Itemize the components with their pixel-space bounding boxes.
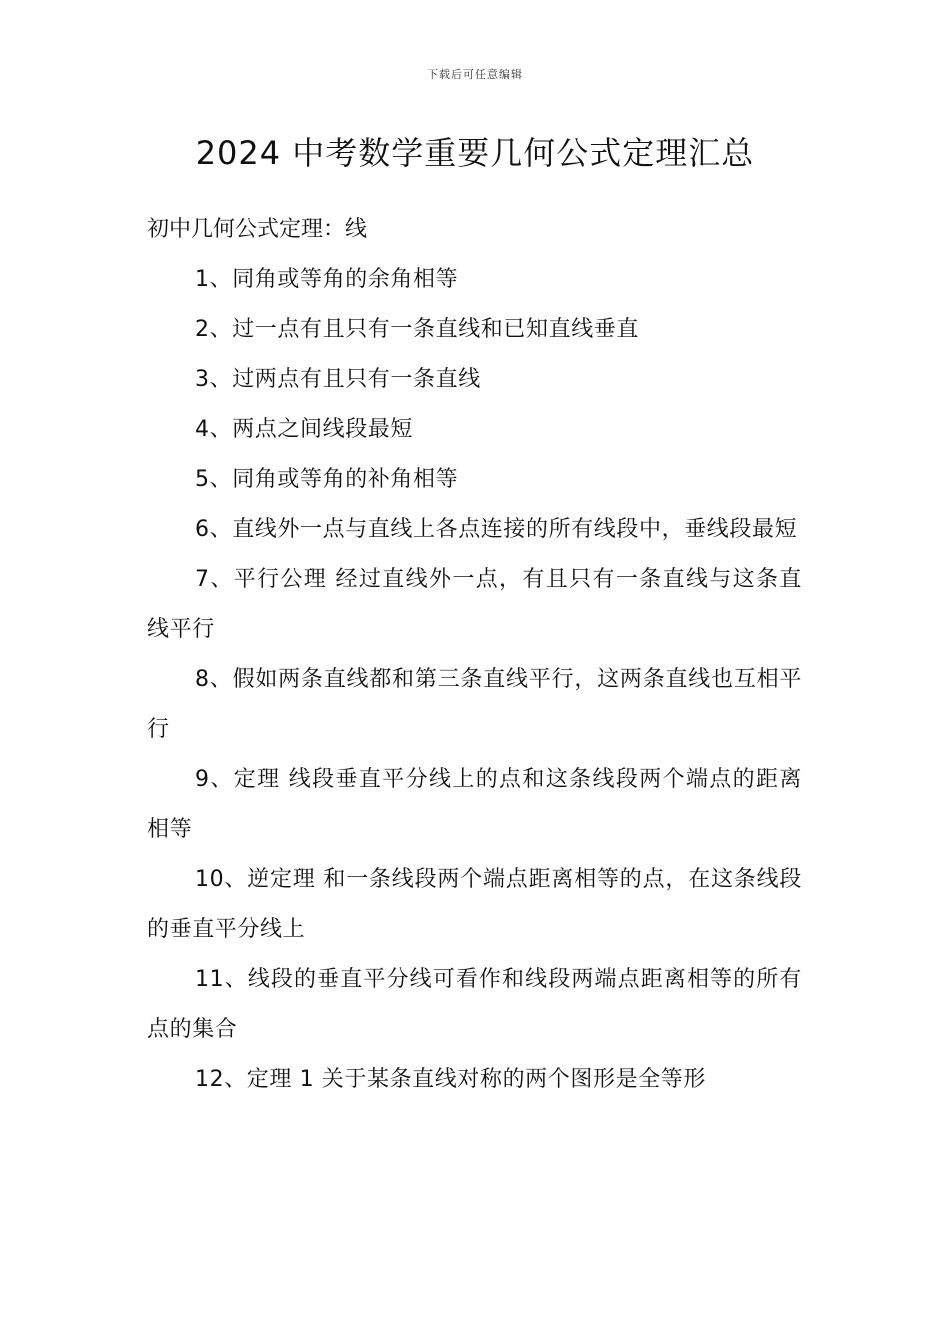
theorem-item: 5、同角或等角的补角相等 (195, 467, 459, 492)
theorem-item: 1、同角或等角的余角相等 (195, 267, 459, 292)
header-note: 下载后可任意编辑 (427, 68, 523, 81)
theorem-item: 2、过一点有且只有一条直线和已知直线垂直 (195, 317, 639, 342)
theorem-item: 8、假如两条直线都和第三条直线平行，这两条直线也互相平行 (147, 667, 802, 742)
theorem-item: 10、逆定理 和一条线段两个端点距离相等的点，在这条线段的垂直平分线上 (147, 867, 802, 942)
theorem-item: 12、定理 1 关于某条直线对称的两个图形是全等形 (195, 1067, 706, 1092)
theorem-item: 9、定理 线段垂直平分线上的点和这条线段两个端点的距离相等 (147, 767, 802, 842)
theorem-item: 6、直线外一点与直线上各点连接的所有线段中，垂线段最短 (195, 517, 798, 542)
theorem-item: 11、线段的垂直平分线可看作和线段两端点距离相等的所有点的集合 (147, 967, 802, 1042)
theorem-item: 7、平行公理 经过直线外一点，有且只有一条直线与这条直线平行 (147, 567, 802, 642)
theorem-item: 4、两点之间线段最短 (195, 417, 413, 442)
section-heading: 初中几何公式定理：线 (147, 217, 368, 242)
theorem-item: 3、过两点有且只有一条直线 (195, 367, 481, 392)
page-title: 2024 中考数学重要几何公式定理汇总 (195, 134, 755, 172)
document-body (147, 205, 802, 1105)
